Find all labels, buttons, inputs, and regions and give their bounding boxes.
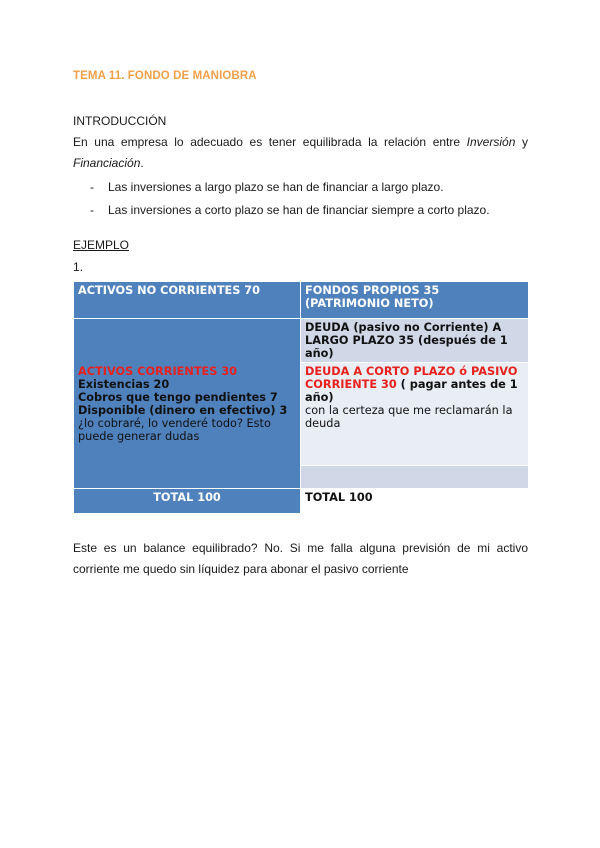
example-number: 1. — [73, 260, 84, 274]
short-term-debt-desc: con la certeza que me reclamarán la deuda — [305, 404, 513, 430]
intro-text-a: En una empresa lo adecuado es tener equilibrada la relación entre — [73, 135, 467, 149]
long-term-debt-cell — [301, 319, 529, 363]
bullet-text: Las inversiones a largo plazo se han de financiar a largo plazo. — [108, 180, 444, 194]
total-right-cell: TOTAL 100 — [301, 489, 529, 514]
current-assets-cell — [74, 319, 301, 489]
balance-table — [73, 281, 529, 514]
existencias-line: Existencias 20 — [78, 377, 170, 391]
current-assets-title: ACTIVOS CORRIENTES 30 — [78, 364, 238, 378]
document-title: TEMA 11. FONDO DE MANIOBRA — [73, 70, 257, 82]
intro-text-period: . — [140, 156, 144, 170]
intro-paragraph-line2 — [73, 156, 144, 170]
list-item: - Las inversiones a largo plazo se han de financiar a largo plazo. — [90, 176, 490, 199]
disponible-line: Disponible (dinero en efectivo) 3 — [78, 403, 288, 417]
table-row — [74, 489, 529, 514]
cobros-line: Cobros que tengo pendientes 7 — [78, 390, 278, 404]
short-term-debt-note: ( pagar antes de 1 año) — [305, 378, 518, 404]
table-row — [74, 319, 529, 363]
conclusion-line1: Este es un balance equilibrado? No. Si me falla alguna previsión de mi activo — [73, 541, 528, 555]
total-left-cell: TOTAL 100 — [74, 489, 301, 514]
intro-bullet-list — [90, 176, 490, 222]
intro-text-c: y — [515, 135, 528, 149]
conclusion-line2: corriente me quedo sin líquidez para abonar el pasivo corriente — [73, 562, 409, 576]
short-term-debt-title: DEUDA A CORTO PLAZO ó PASIVO CORRIENTE 30 — [305, 365, 518, 391]
intro-text-financiacion: Financiación — [73, 156, 141, 170]
example-heading: EJEMPLO — [73, 238, 130, 252]
intro-heading: INTRODUCCIÓN — [73, 114, 167, 128]
right-header-cell: FONDOS PROPIOS 35 (PATRIMONIO NETO) — [301, 282, 529, 319]
long-term-debt-line1: DEUDA (pasivo no Corriente) A — [305, 321, 502, 334]
long-term-debt-line2: LARGO PLAZO 35 (después de 1 año) — [305, 334, 508, 360]
left-header-cell: ACTIVOS NO CORRIENTES 70 — [74, 282, 301, 319]
table-row — [74, 282, 529, 319]
intro-paragraph-line1 — [73, 132, 528, 153]
empty-cell — [301, 466, 529, 489]
short-term-debt-cell — [301, 363, 529, 466]
intro-text-inversion: Inversión — [466, 135, 516, 149]
list-item: - Las inversiones a corto plazo se han de financiar siempre a corto plazo. — [90, 199, 490, 222]
bullet-text: Las inversiones a corto plazo se han de financiar siempre a corto plazo. — [108, 203, 490, 217]
conclusion-paragraph — [73, 538, 528, 580]
intro-paragraph — [73, 132, 528, 174]
dudas-line: ¿lo cobraré, lo venderé todo? Esto puede generar dudas — [78, 416, 271, 443]
